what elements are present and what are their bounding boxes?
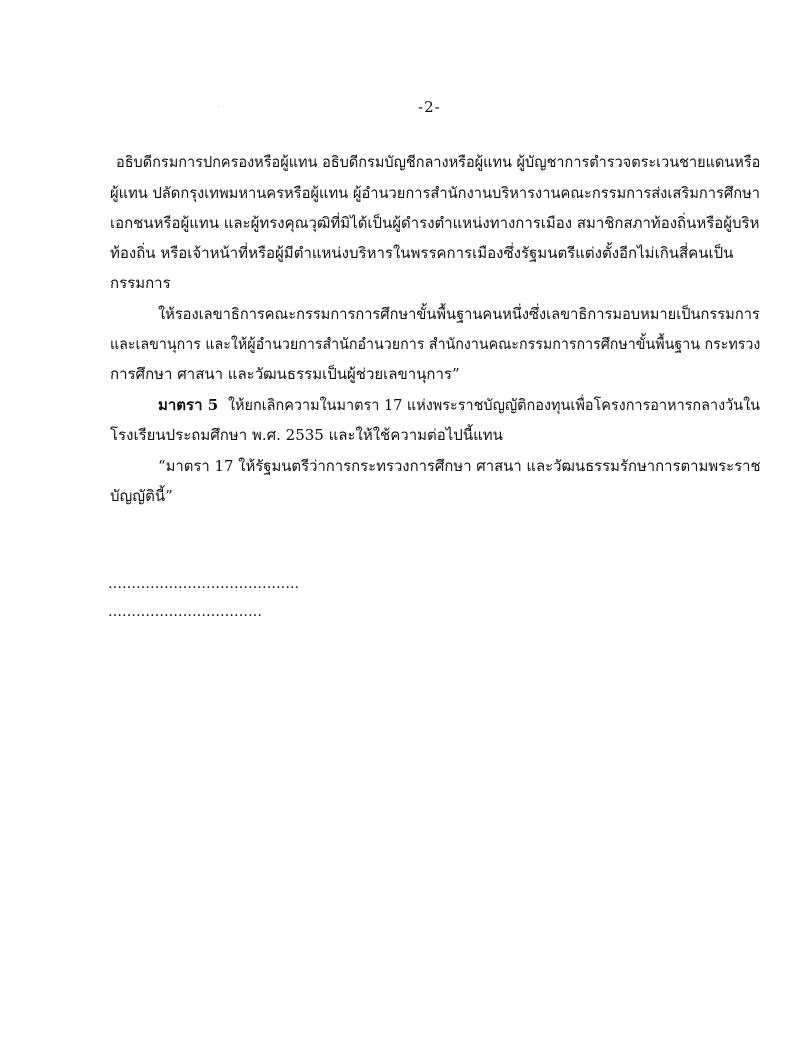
section-5-quote-line-1: “มาตรา 17 ให้รัฐมนตรีว่าการกระทรวงการศึกษา ศาสนา และวัฒนธรรมรักษาการตามพระราช — [158, 457, 761, 475]
paragraph-1-line-5: กรรมการ — [110, 274, 171, 292]
paragraph-2-line-1: ให้รองเลขาธิการคณะกรรมการการศึกษาขั้นพื้นฐานคนหนึ่งซึ่งเลขาธิการมอบหมายเป็นกรรมการ — [158, 305, 760, 323]
paragraph-1-line-3: เอกชนหรือผู้แทน และผู้ทรงคุณวุฒิที่มิได้เป็นผู้ดำรงตำแหน่งทางการเมือง สมาชิกสภาท้องถิ่นหรือผู้บริห — [110, 214, 760, 232]
section-5-line-2: โรงเรียนประถมศึกษา พ.ศ. 2535 และให้ใช้ความต่อไปนี้แทน — [110, 426, 503, 444]
paragraph-2-line-3: การศึกษา ศาสนา และวัฒนธรรมเป็นผู้ช่วยเลขานุการ” — [110, 365, 460, 383]
scan-speck: · · — [218, 104, 224, 111]
section-5-heading: มาตรา 5 — [158, 396, 219, 414]
section-5-quote-line-2: บัญญัตินี้” — [110, 487, 173, 505]
signature-dotted-line-2: …………………………… — [108, 604, 262, 620]
page-number: -2- — [418, 98, 441, 116]
paragraph-1-line-2: ผู้แทน ปลัดกรุงเทพมหานครหรือผู้แทน ผู้อำนวยการสำนักงานบริหารงานคณะกรรมการส่งเสริมการศึกษา — [110, 184, 761, 202]
paragraph-2-line-2: และเลขานุการ และให้ผู้อำนวยการสำนักอำนวยการ สำนักงานคณะกรรมการการศึกษาขั้นพื้นฐาน กระทรวง — [110, 335, 761, 353]
section-5-line-1: ให้ยกเลิกความในมาตรา 17 แห่งพระราชบัญญัติกองทุนเพื่อโครงการอาหารกลางวันใน — [228, 396, 761, 414]
paragraph-1-line-4: ท้องถิ่น หรือเจ้าหน้าที่หรือผู้มีตำแหน่งบริหารในพรรคการเมืองซึ่งรัฐมนตรีแต่งตั้งอีกไม่เกินสี่คนเป็น — [110, 244, 734, 262]
paragraph-1-line-1: อธิบดีกรมการปกครองหรือผู้แทน อธิบดีกรมบัญชีกลางหรือผู้แทน ผู้บัญชาการตำรวจตระเวนชายแดนหรือ — [116, 153, 761, 171]
signature-dotted-line-1: ………………………………….. — [108, 576, 299, 592]
